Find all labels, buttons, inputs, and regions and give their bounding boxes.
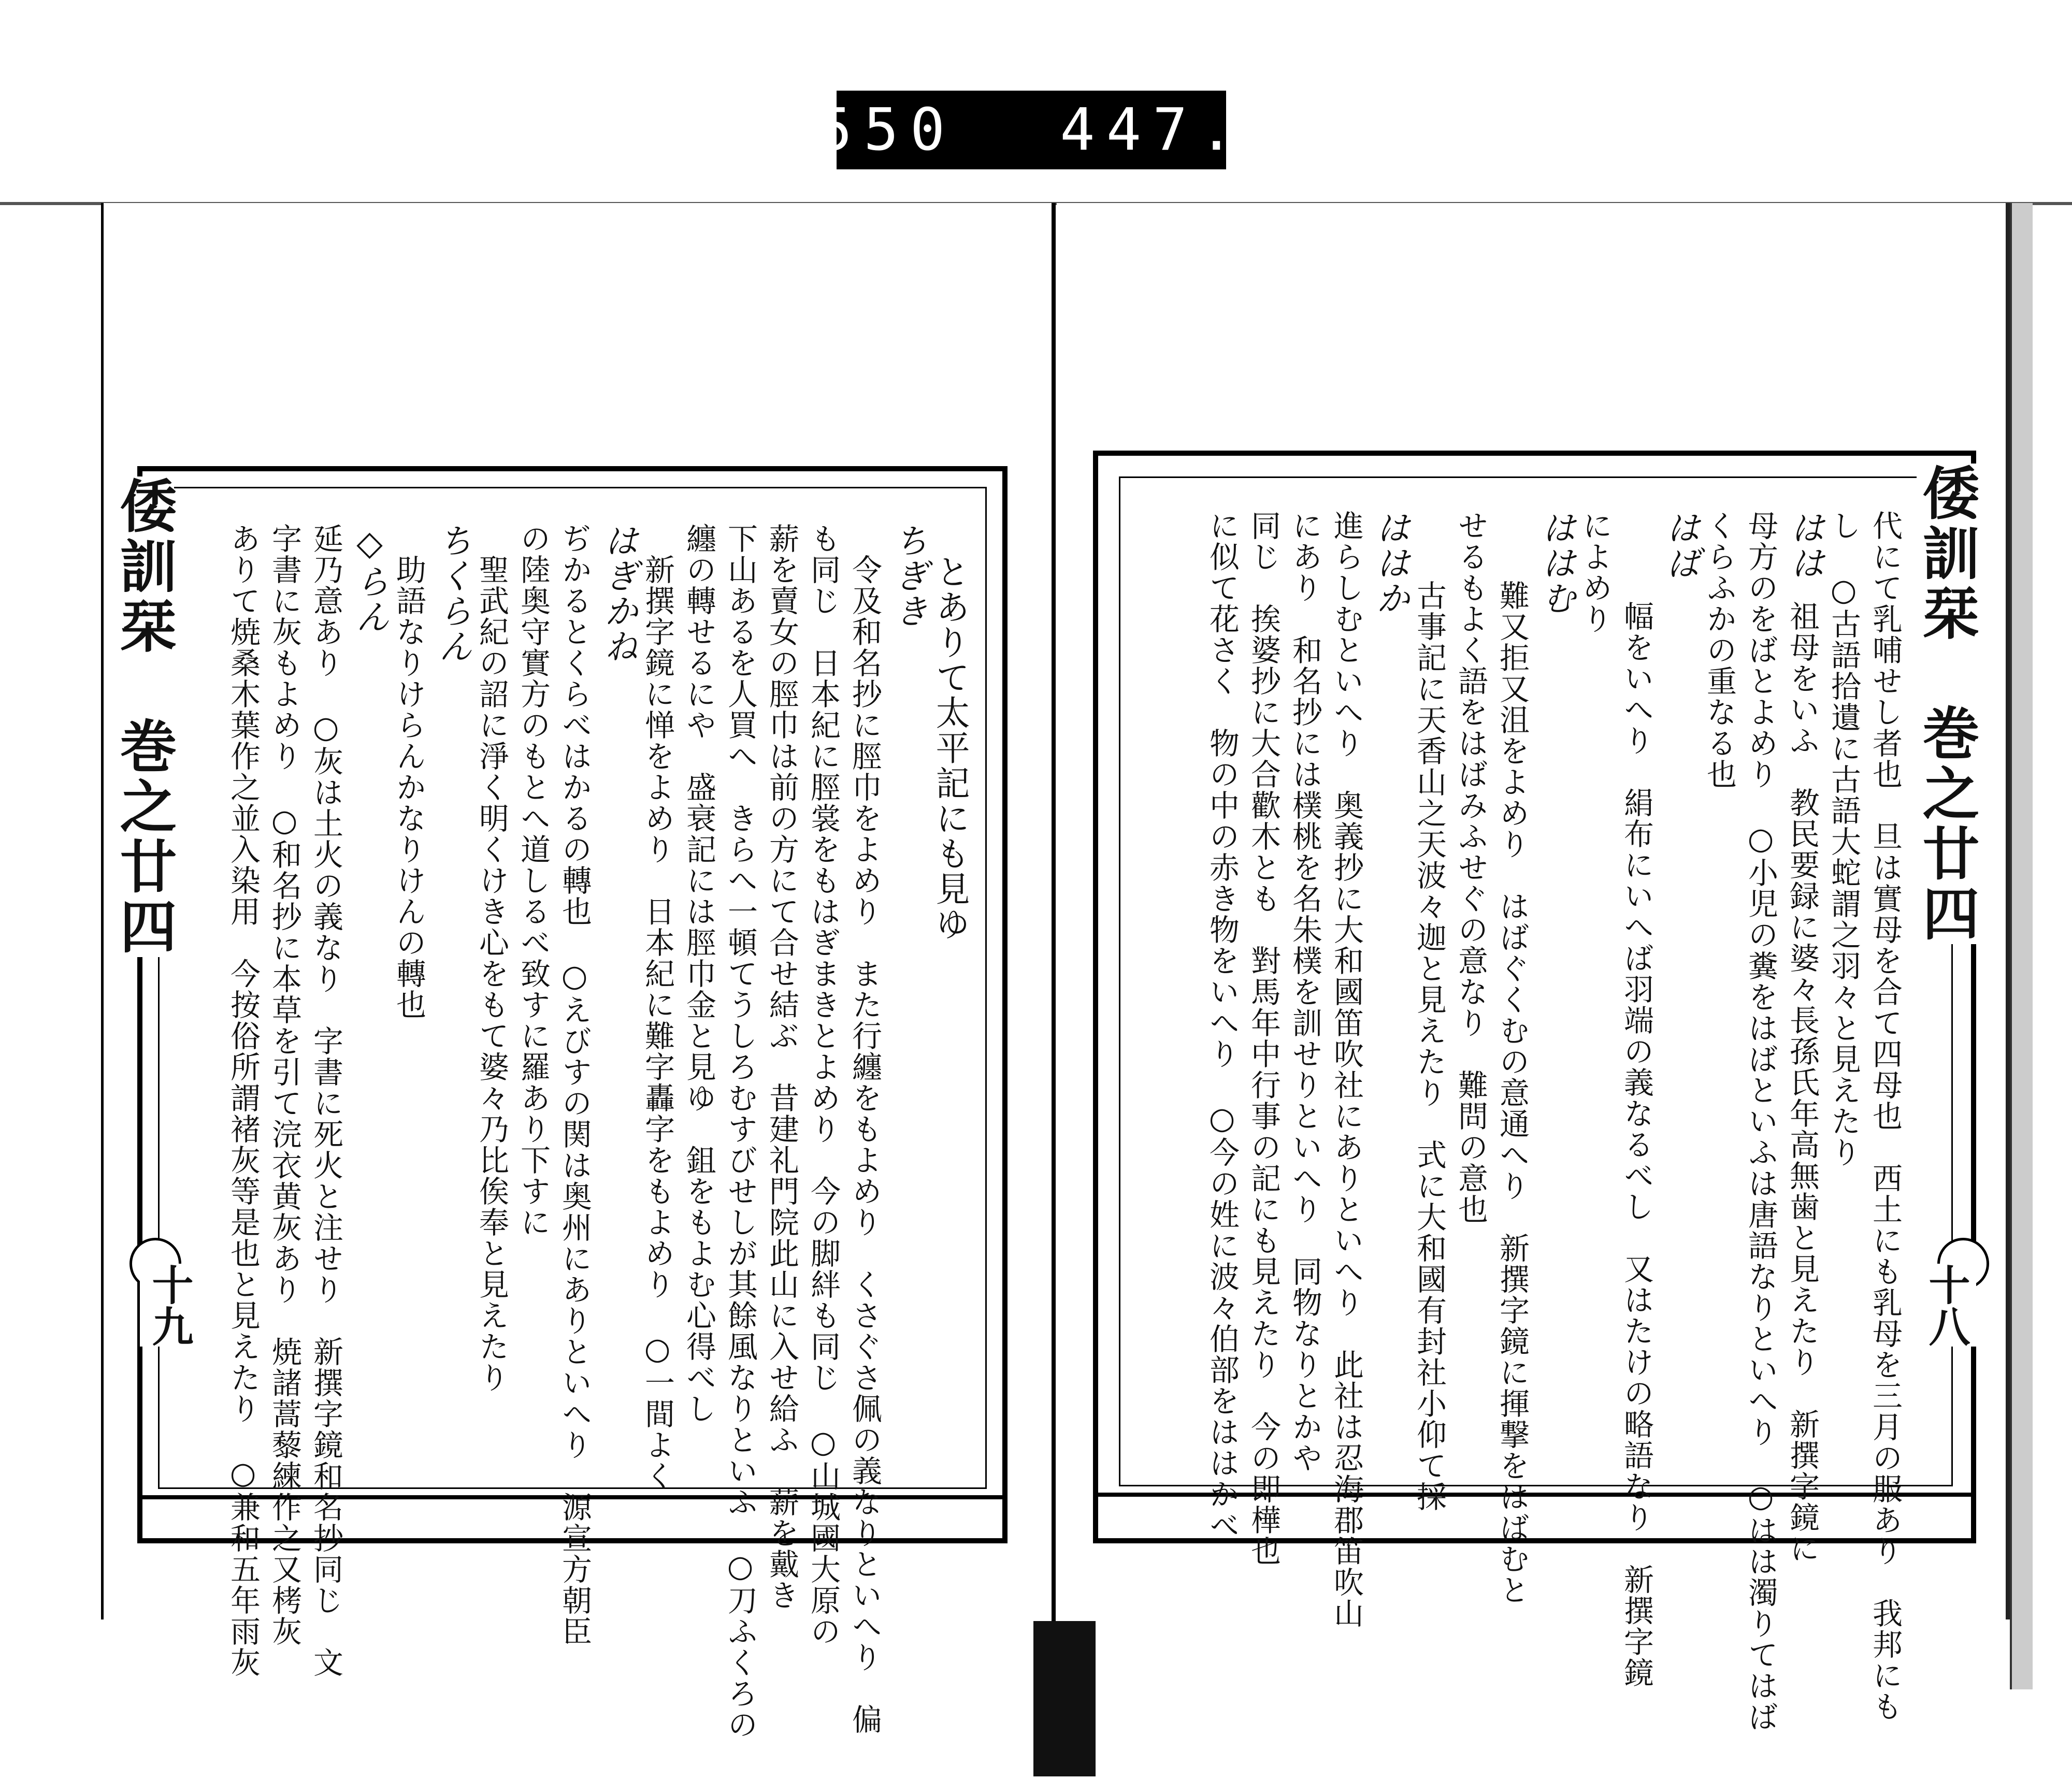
text-column: し ○古語拾遺に古語大蛇謂之羽々と見えたり (1826, 510, 1861, 1168)
text-column: くらふかの重なる也 (1702, 510, 1737, 790)
text-column: 聖武紀の詔に淨く明くけき心をもて婆々乃比俟奉と見えたり (474, 554, 509, 1393)
gutter-shadow (1033, 1621, 1096, 1776)
text-column: 難又拒又沮をよめり はばぐくむの意通へり 新撰字鏡に揮撃をはばむと (1494, 580, 1530, 1606)
right-page-banner: 倭訓栞 巻之廿四 (1913, 464, 1980, 944)
headword: はば (1660, 510, 1700, 581)
archive-number-left: 550 (817, 96, 957, 164)
headword: ちくらん (433, 523, 472, 664)
text-column: の陸奥守實方のもとへ道しるべ致すに羅あり下すに (515, 523, 551, 1238)
text-column: 同じ 挨婆抄に大合歡木とも 對馬年中行事の記にも見えたり 今の即樺也 (1246, 510, 1281, 1567)
text-column: 古事記に天香山之天波々迦と見えたり 式に大和國有封社小仰て採 (1412, 580, 1447, 1512)
archive-number-right: 447. (1060, 96, 1246, 164)
headword: ははむ (1536, 510, 1576, 616)
text-column: 母方のをばとよめり ○小児の糞をはばといふは唐語なりといへり ○はは濁りてはば (1743, 510, 1778, 1732)
text-column: に似て花さく 物の中の赤き物をいへり ○今の姓に波々伯部をははかべ (1204, 510, 1240, 1541)
text-column: 進らしむといへり 奥義抄に大和國笛吹社にありといへり 此社は忍海郡笛吹山 (1329, 510, 1364, 1629)
text-column: 延乃意あり ○灰は土火の義なり 字書に死火と注せり 新撰字鏡和名抄同じ 文 (308, 523, 343, 1678)
text-column: 新撰字鏡に惮をよめり 日本紀に難字轟字をもよめり ○一間よく (640, 554, 675, 1492)
text-column: 下山あるを人買へ きらへ一頓てうしろむすびせしが其餘風なりといふ ○刀ふくろの (723, 523, 758, 1740)
book-gutter (1052, 203, 1056, 1632)
headword: ははか (1370, 510, 1410, 616)
text-column: ぢかるとくらべはかるの轉也 ○えびすの関は奥州にありといへり 源宣方朝臣 (557, 523, 592, 1647)
text-column: 令及和名抄に脛巾をよめり また行纏をもよめり くさぐさ佩の義なりといへり 偏 (847, 554, 882, 1735)
text-column: せるもよく語をはばみふせぐの意なり 難問の意也 (1453, 510, 1488, 1225)
text-column: 代にて乳哺せし者也 旦は實母を合て四母也 西土にも乳母を三月の服あり 我邦にも (1867, 510, 1903, 1722)
text-column: 助語なりけらんかなりけんの轉也 (391, 554, 426, 1020)
headword: ◇らん (350, 523, 390, 634)
page-edge (2010, 203, 2033, 1689)
archive-number-label (817, 91, 1246, 169)
text-column: 祖母をいふ 教民要録に婆々長孫氏年高無歯と見えたり 新撰字鏡に (1785, 601, 1820, 1564)
text-column: にあり 和名抄には樸桃を名朱樸を訓せりといへり 同物なりとかや (1287, 510, 1322, 1473)
text-column: 幅をいへり 絹布にいへば羽端の義なるべし 又はたけの略語なり 新撰字鏡 (1619, 601, 1654, 1688)
text-column: とありて太平記にも見ゆ (930, 554, 970, 942)
text-column: ありて焼桑木葉作之並入染用 今按俗所謂褚灰等是也と見えたり ○兼和五年雨灰 (225, 523, 261, 1678)
text-column: も同じ 日本紀に脛裳をもはぎまきとよめり 今の脚絆も同じ ○山城國大原の (805, 523, 841, 1647)
headword: はは (1785, 510, 1824, 581)
left-folio-number: 十九 (140, 1264, 199, 1347)
right-folio-number: 十八 (1917, 1264, 1976, 1347)
headword: ちぎき (888, 523, 928, 629)
headword: はぎかね (598, 523, 638, 664)
text-column: 字書に灰もよめり ○和名抄に本草を引て浣衣黄灰あり 焼諸蒿藜練作之又栲灰 (267, 523, 302, 1647)
text-column: 纏の轉せるにや 盛衰記には脛巾金と見ゆ 鉏をもよむ心得べし (681, 523, 716, 1424)
left-page-banner: 倭訓栞 巻之廿四 (110, 476, 178, 957)
text-column: によめり (1577, 510, 1613, 634)
text-column: 薪を賣女の脛巾は前の方にて合せ結ぶ 昔建礼門院此山に入せ給ふ 薪を戴き (764, 523, 799, 1611)
